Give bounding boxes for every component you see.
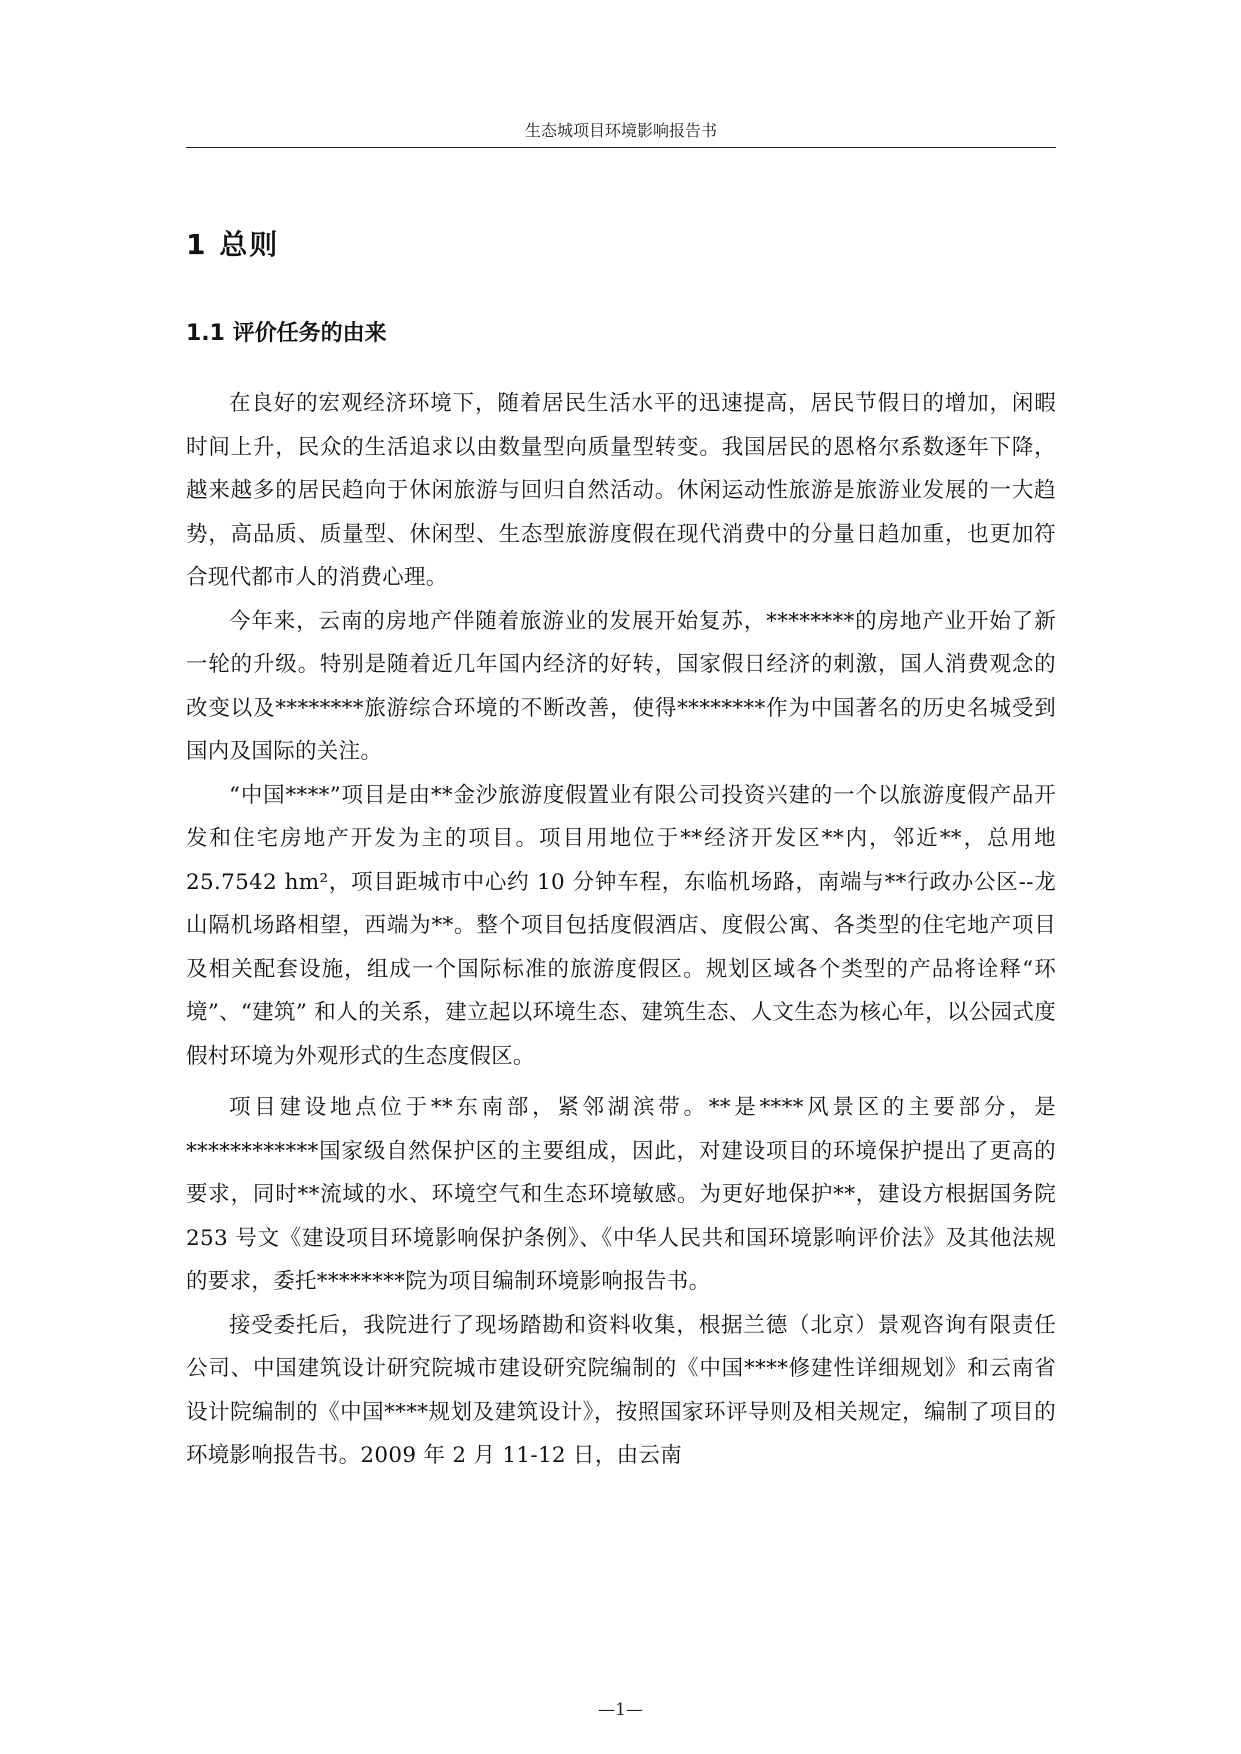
page-number: —1—	[598, 1700, 643, 1720]
paragraph-site-location: 项目建设地点位于**东南部，紧邻湖滨带。**是****风景区的主要部分，是************国家级自然保护区的主要组成，因此，对建设项目的环境保护提出了更高的要求，同时**流域的水、环境空气和生态环境敏感。为更好地保护**，建设方根据国务院 253 号文《建设项目环境影响保护条例》、《中华人民共和国环境影响评价法》及其他法规的要求，委托********院为项目编制环境影响报告书。	[186, 1095, 1056, 1294]
chapter-title: 1 总则	[186, 228, 280, 261]
paragraph-background: 在良好的宏观经济环境下，随着居民生活水平的迅速提高，居民节假日的增加，闲暇时间上升，民众的生活追求以由数量型向质量型转变。我国居民的恩格尔系数逐年下降，越来越多的居民趋向于休闲旅游与回归自然活动。休闲运动性旅游是旅游业发展的一大趋势，高品质、质量型、休闲型、生态型旅游度假在现代消费中的分量日趋加重，也更加符合现代都市人的消费心理。	[186, 391, 1056, 590]
document-body	[186, 220, 1056, 1478]
paragraph-project-overview: “中国****”项目是由**金沙旅游度假置业有限公司投资兴建的一个以旅游度假产品开发和住宅房地产开发为主的项目。项目用地位于**经济开发区**内，邻近**，总用地 25.7542 hm²，项目距城市中心约 10 分钟车程，东临机场路，南端与**行政办公区--龙山隔机场路相望，西端为**。整个项目包括度假酒店、度假公寓、各类型的住宅地产项目及相关配套设施，组成一个国际标准的旅游度假区。规划区域各个类型的产品将诠释“环境”、“建筑” 和人的关系，建立起以环境生态、建筑生态、人文生态为核心年，以公园式度假村环境为外观形式的生态度假区。	[186, 782, 1056, 1069]
paragraph-commission: 接受委托后，我院进行了现场踏勘和资料收集，根据兰德（北京）景观咨询有限责任公司、中国建筑设计研究院城市建设研究院编制的《中国****修建性详细规划》和云南省设计院编制的《中国****规划及建筑设计》，按照国家环评导则及相关规定，编制了项目的环境影响报告书。2009 年 2 月 11-12 日，由云南	[186, 1312, 1056, 1468]
page-header: 生态城项目环境影响报告书	[186, 117, 1056, 148]
paragraph-real-estate: 今年来，云南的房地产伴随着旅游业的发展开始复苏，********的房地产业开始了新一轮的升级。特别是随着近几年国内经济的好转，国家假日经济的刺激，国人消费观念的改变以及********旅游综合环境的不断改善，使得********作为中国著名的历史名城受到国内及国际的关注。	[186, 608, 1056, 764]
section-title: 1.1 评价任务的由来	[186, 321, 387, 346]
